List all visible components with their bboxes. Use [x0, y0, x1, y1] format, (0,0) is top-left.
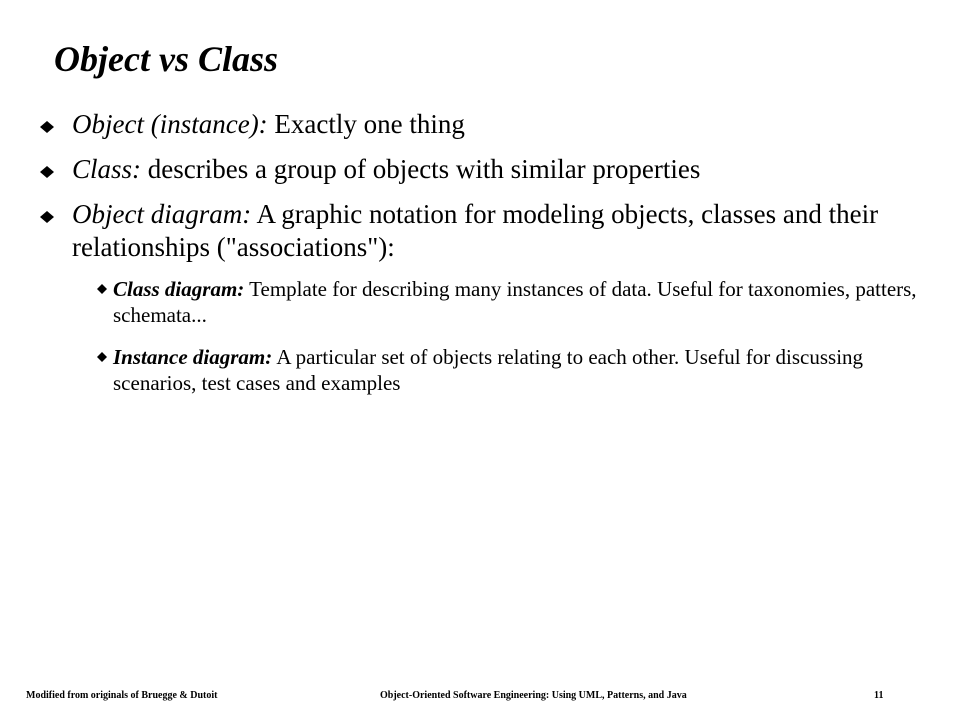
bullet-item [40, 153, 920, 186]
page-number: 11 [874, 690, 884, 701]
sub-bullet-text: A particular set of objects relating to each other. Useful for discussing scenarios, test cases and examples [113, 345, 864, 395]
bullet-list [40, 108, 920, 412]
sub-bullet-item [40, 344, 920, 396]
bullet-text: A graphic notation for modeling objects, classes and their relationships ("associations"): [72, 199, 879, 262]
diamond-bullet-icon [40, 211, 54, 223]
slide-title: Object vs Class [54, 39, 278, 79]
sub-bullet-term: Instance diagram: [113, 345, 273, 369]
diamond-bullet-icon [40, 121, 54, 133]
bullet-term: Object (instance): [72, 109, 268, 139]
sub-bullet-term: Class diagram: [113, 277, 245, 301]
sub-bullet-item [40, 276, 920, 328]
small-diamond-bullet-icon [97, 352, 107, 362]
sub-bullet-text: Template for describing many instances of data. Useful for taxonomies, patters, schemata... [113, 277, 917, 327]
bullet-text: describes a group of objects with similar properties [141, 154, 701, 184]
bullet-text: Exactly one thing [267, 109, 465, 139]
small-diamond-bullet-icon [97, 284, 107, 294]
bullet-term: Object diagram: [72, 199, 252, 229]
bullet-item [40, 198, 920, 264]
bullet-term: Class: [72, 154, 142, 184]
diamond-bullet-icon [40, 166, 54, 178]
footer-credit: Modified from originals of Bruegge & Dutoit [26, 690, 218, 701]
bullet-item [40, 108, 920, 141]
footer-book-title: Object-Oriented Software Engineering: Using UML, Patterns, and Java [380, 690, 687, 701]
footer [0, 690, 960, 704]
